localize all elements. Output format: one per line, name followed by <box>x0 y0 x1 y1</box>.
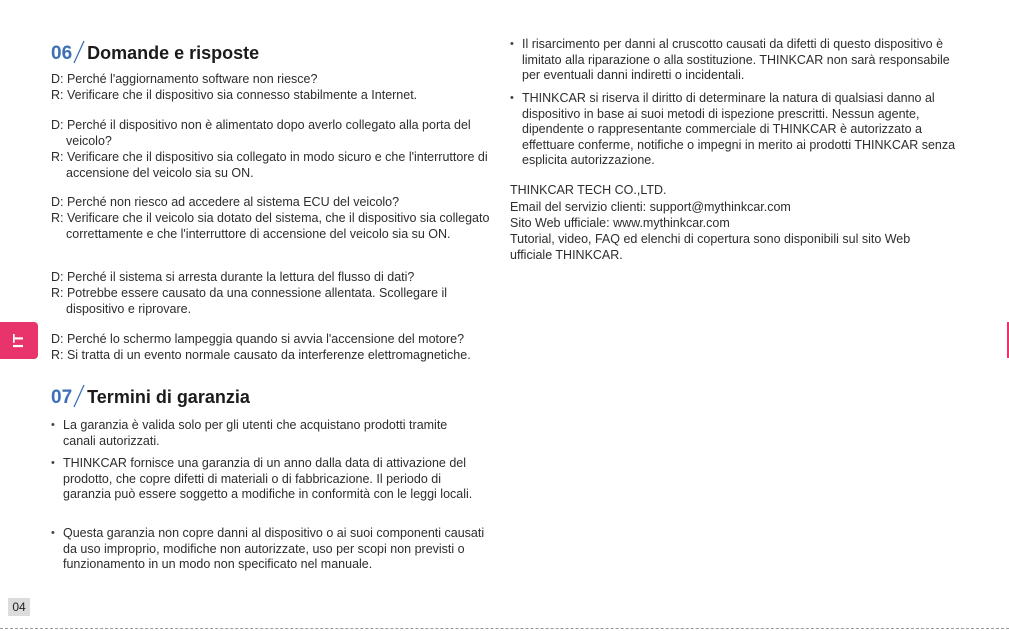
language-tab <box>0 322 38 359</box>
faq-q5: D: Perché lo schermo lampeggia quando si avvia l'accensione del motore? <box>51 332 465 346</box>
faq-q4: D: Perché il sistema si arresta durante la lettura del flusso di dati? <box>51 270 415 284</box>
warranty-heading <box>51 384 250 409</box>
warranty-section-number: 07 <box>51 387 73 408</box>
slash-divider-icon <box>73 384 85 408</box>
warranty-bullet-2: • THINKCAR fornisce una garanzia di un anno dalla data di attivazione del prodotto, che copre difetti di materiali o di fabbricazione. Il periodo di garanzia può essere soggetto a modifiche in conformità con le leggi locali. <box>51 456 483 503</box>
page-number: 04 <box>8 598 30 616</box>
tutorial-info: Tutorial, video, FAQ ed elenchi di copertura sono disponibili sul sito Web ufficiale THINKCAR. <box>510 232 911 262</box>
official-website: Sito Web ufficiale: www.mythinkcar.com <box>510 216 730 230</box>
faq-a5: R: Si tratta di un evento normale causato da interferenze elettromagnetiche. <box>51 348 471 362</box>
faq-q1: D: Perché l'aggiornamento software non riesce? <box>51 72 318 86</box>
faq-q3: D: Perché non riesco ad accedere al sistema ECU del veicolo? <box>51 195 400 209</box>
faq-heading <box>51 40 259 65</box>
warranty-bullet-5: • THINKCAR si riserva il diritto di determinare la natura di qualsiasi danno al dispositivo in base ai suoi metodi di ispezione prescritti. Nessun agente, dipendente o rappresentante commerciale di THINKCAR è autorizzato a effettuare conferme, notifiche o impegni in merito ai prodotti THINKCAR senza esplicita autorizzazione. <box>510 91 967 169</box>
faq-section-title: Domande e risposte <box>87 43 260 63</box>
faq-a3: R: Verificare che il veicolo sia dotato del sistema, che il dispositivo sia collegato correttamente e che l'interruttore di accensione del veicolo sia su ON. <box>51 211 490 241</box>
bottom-trim-line <box>0 628 1009 629</box>
company-name: THINKCAR TECH CO.,LTD. <box>510 183 667 197</box>
language-tab-label: IT <box>10 332 28 349</box>
faq-section-number: 06 <box>51 43 73 64</box>
warranty-bullet-3: • Questa garanzia non copre danni al dispositivo o ai suoi componenti causati da uso improprio, modifiche non autorizzate, uso per scopi non previsti o funzionamento in un modo non specificato nel manuale. <box>51 526 493 573</box>
faq-a2: R: Verificare che il dispositivo sia collegato in modo sicuro e che l'interruttore di accensione del veicolo sia su ON. <box>51 150 488 180</box>
warranty-bullet-4: • Il risarcimento per danni al cruscotto causati da difetti di questo dispositivo è limitato alla riparazione o alla sostituzione. THINKCAR non sarà responsabile per eventuali danni indiretti o incidentali. <box>510 37 962 84</box>
faq-q2: D: Perché il dispositivo non è alimentato dopo averlo collegato alla porta del veicolo? <box>51 118 471 148</box>
support-email: Email del servizio clienti: support@mythinkcar.com <box>510 200 791 214</box>
faq-a1: R: Verificare che il dispositivo sia connesso stabilmente a Internet. <box>51 88 418 102</box>
faq-a4: R: Potrebbe essere causato da una connessione allentata. Scollegare il dispositivo e riprovare. <box>51 286 448 316</box>
slash-divider-icon <box>73 40 85 64</box>
warranty-section-title: Termini di garanzia <box>87 387 250 407</box>
warranty-bullet-1: • La garanzia è valida solo per gli utenti che acquistano prodotti tramite canali autorizzati. <box>51 418 483 449</box>
